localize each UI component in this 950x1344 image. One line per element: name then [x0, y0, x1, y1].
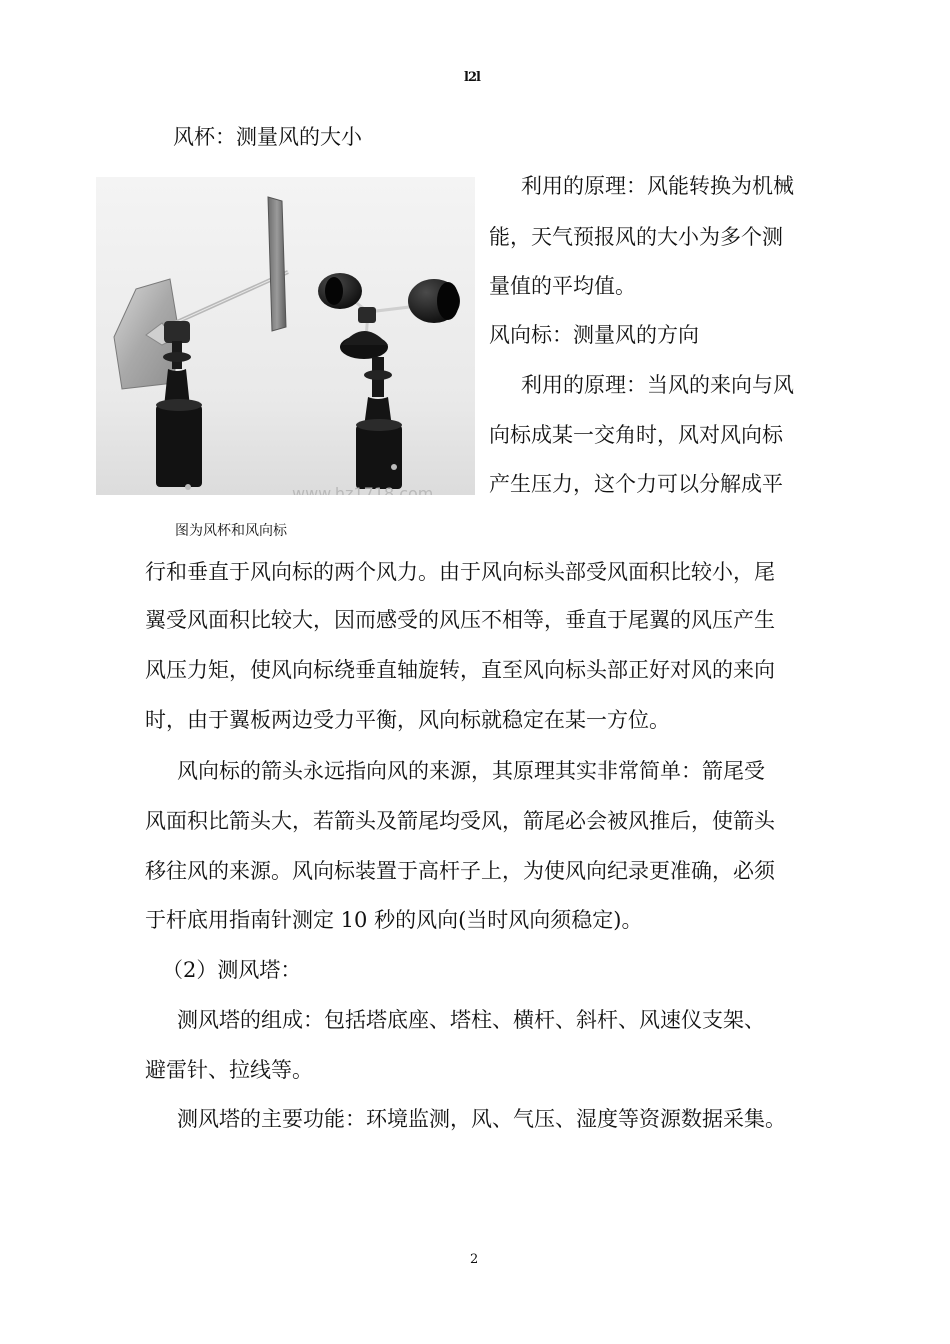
tower-composition-line-2: 避雷针、拉线等。: [145, 1058, 313, 1082]
cup-principle-line-2: 能，天气预报风的大小为多个测: [489, 225, 783, 249]
heading-wind-vane: 风向标：测量风的方向: [489, 323, 699, 347]
vane-principle-line-2: 向标成某一交角时，风对风向标: [489, 423, 783, 447]
cup-principle-line-1: 利用的原理：风能转换为机械: [521, 174, 794, 198]
paragraph-arrow-line-2: 风面积比箭头大，若箭头及箭尾均受风，箭尾必会被风推后，使箭头: [145, 809, 775, 833]
paragraph-arrow-line-3: 移往风的来源。风向标装置于高杆子上，为使风向纪录更准确，必须: [145, 859, 775, 883]
paragraph-vane-line-4: 时，由于翼板两边受力平衡，风向标就稳定在某一方位。: [145, 708, 670, 732]
vane-principle-line-3: 产生压力，这个力可以分解成平: [489, 472, 783, 496]
page-number: 2: [470, 1252, 479, 1267]
anemometer-figure: [96, 177, 475, 495]
photo-watermark: www.hz1718.com: [292, 484, 434, 495]
section-heading-tower: （2）测风塔：: [162, 958, 302, 982]
paragraph-arrow-line-4: 于杆底用指南针测定 10 秒的风向(当时风向须稳定)。: [145, 908, 643, 932]
tower-composition-line-1: 测风塔的组成：包括塔底座、塔柱、横杆、斜杆、风速仪支架、: [177, 1008, 765, 1032]
header-mark: l2l: [464, 70, 480, 85]
paragraph-vane-line-1: 行和垂直于风向标的两个风力。由于风向标头部受风面积比较小，尾: [145, 560, 775, 584]
paragraph-vane-line-3: 风压力矩，使风向标绕垂直轴旋转，直至风向标头部正好对风的来向: [145, 658, 775, 682]
anemometer-photo: [96, 177, 475, 495]
vane-principle-line-1: 利用的原理：当风的来向与风: [521, 373, 794, 397]
tower-function-line: 测风塔的主要功能：环境监测，风、气压、湿度等资源数据采集。: [177, 1107, 786, 1131]
heading-wind-cup: 风杯：测量风的大小: [173, 125, 362, 149]
paragraph-vane-line-2: 翼受风面积比较大，因而感受的风压不相等，垂直于尾翼的风压产生: [145, 608, 775, 632]
paragraph-arrow-line-1: 风向标的箭头永远指向风的来源，其原理其实非常简单：箭尾受: [177, 759, 765, 783]
cup-principle-line-3: 量值的平均值。: [489, 274, 636, 298]
figure-caption: 图为风杯和风向标: [175, 523, 287, 539]
